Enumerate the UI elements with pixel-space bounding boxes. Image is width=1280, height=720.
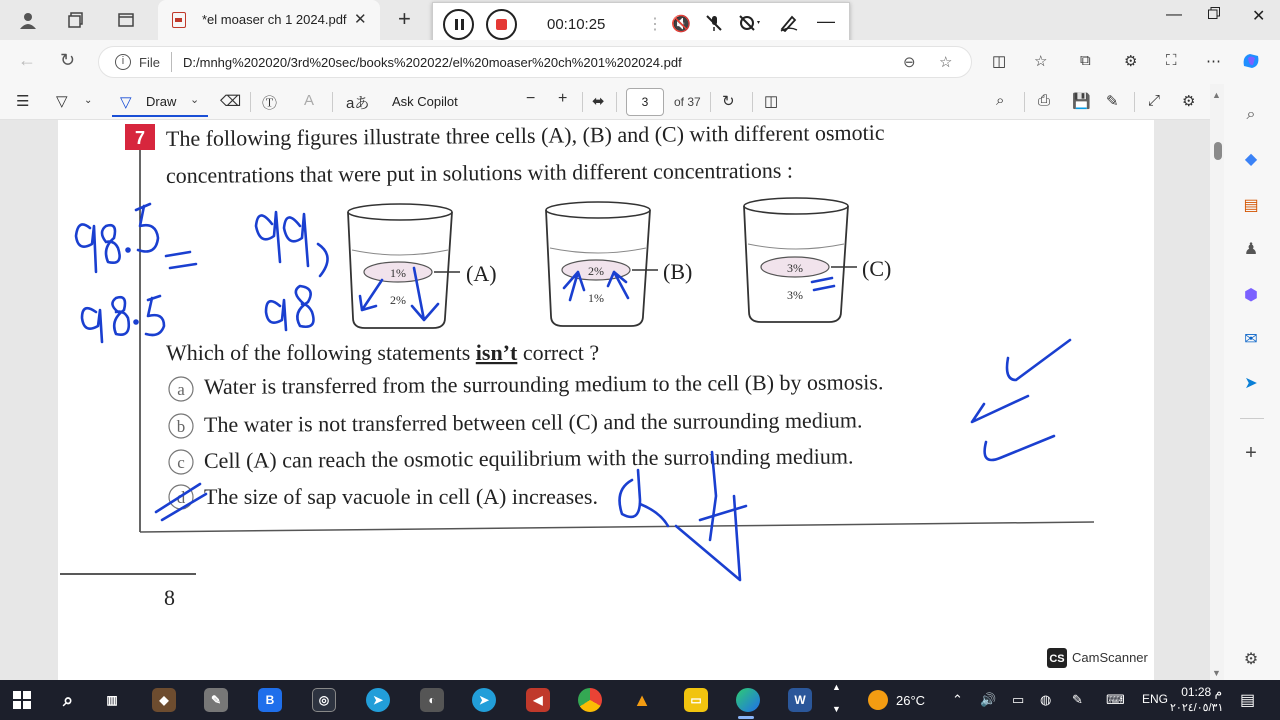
option-a-letter: a bbox=[177, 380, 185, 399]
option-a-text: Water is transferred from the surrounding medium to the cell (B) by osmosis. bbox=[203, 369, 884, 399]
ink-digit bbox=[146, 296, 164, 335]
window-minimize-button[interactable]: — bbox=[1166, 6, 1182, 23]
question-number: 7 bbox=[134, 128, 146, 148]
page-content bbox=[58, 120, 1154, 680]
zoom-icon[interactable]: ⊖ bbox=[903, 54, 916, 71]
vlc-icon[interactable]: ▲ bbox=[633, 689, 651, 710]
sidebar-search-icon[interactable]: ⌕ bbox=[1246, 106, 1256, 123]
ink-digit bbox=[102, 225, 120, 263]
option-c[interactable] bbox=[169, 443, 853, 474]
question-border-bottom bbox=[140, 522, 1094, 532]
ink-digit bbox=[266, 300, 286, 330]
taskbar-scroll-down-icon[interactable]: ▼ bbox=[832, 704, 841, 714]
tools-icon[interactable]: ▤ bbox=[1243, 197, 1259, 214]
outlook-icon[interactable]: ✉ bbox=[1244, 331, 1258, 348]
beaker-a-solution-concentration: 2% bbox=[390, 293, 406, 307]
profile-icon[interactable] bbox=[16, 8, 40, 32]
zoom-in-button[interactable]: + bbox=[558, 90, 568, 107]
ink-digit bbox=[112, 297, 128, 334]
question-intro-line-1: The following figures illustrate three cells (A), (B) and (C) with different osmotic bbox=[165, 120, 885, 151]
vertical-scrollbar[interactable] bbox=[1210, 90, 1224, 680]
stop-recording-button[interactable] bbox=[486, 9, 517, 40]
toolbar-divider bbox=[1134, 92, 1135, 112]
active-app-indicator bbox=[738, 716, 754, 719]
rotate-icon[interactable]: ↻ bbox=[722, 93, 735, 110]
shopping-tag-icon[interactable]: ◆ bbox=[1244, 151, 1258, 168]
beaker-c-label: (C) bbox=[862, 256, 892, 281]
ink-digit bbox=[256, 212, 280, 262]
people-icon[interactable]: ♟ bbox=[1243, 241, 1259, 258]
tab-pdf[interactable] bbox=[158, 0, 380, 40]
zoom-out-button[interactable]: − bbox=[526, 90, 536, 107]
taskbar-search-icon[interactable]: ⌕ bbox=[62, 689, 74, 710]
notification-center-icon[interactable]: ▤ bbox=[1240, 692, 1256, 709]
ink-arrow bbox=[360, 280, 382, 310]
ink-stroke bbox=[700, 506, 746, 520]
page-number: 8 bbox=[164, 585, 175, 610]
toolbar-divider bbox=[582, 92, 583, 112]
address-bar[interactable] bbox=[98, 46, 972, 78]
ink-digit bbox=[284, 214, 308, 266]
app-icon-mouse[interactable]: ◐ bbox=[420, 688, 444, 712]
draw-active-indicator bbox=[112, 115, 208, 117]
beaker-a-cell-concentration: 1% bbox=[390, 266, 406, 280]
pdf-page bbox=[58, 120, 1154, 680]
refresh-icon[interactable]: ↻ bbox=[60, 50, 76, 70]
ink-checkmark bbox=[985, 436, 1054, 460]
fullscreen-icon[interactable]: ⤢ bbox=[1148, 92, 1161, 109]
window-restore-button[interactable] bbox=[1208, 6, 1220, 24]
option-d-text: The size of sap vacuole in cell (A) increases. bbox=[204, 484, 598, 509]
question-intro-line-2: concentrations that were put in solutions with different concentrations : bbox=[165, 157, 794, 188]
pdf-settings-icon[interactable]: ⚙ bbox=[1182, 93, 1196, 110]
app-icon-b[interactable]: B bbox=[258, 688, 282, 712]
ink-digit bbox=[138, 206, 158, 252]
save-icon[interactable]: 💾 bbox=[1072, 93, 1091, 110]
hidden-icons-chevron-icon[interactable]: ⌃ bbox=[952, 692, 963, 707]
contents-icon[interactable]: ☰ bbox=[16, 93, 30, 110]
edge-icon[interactable] bbox=[736, 688, 760, 712]
clock-date[interactable]: ٢٠٢٤/٠٥/٣١ bbox=[1170, 702, 1224, 714]
ink-digit bbox=[296, 286, 314, 327]
option-c-text: Cell (A) can reach the osmotic equilibrium with the surrounding medium. bbox=[203, 443, 854, 473]
back-arrow-icon[interactable]: ← bbox=[18, 50, 36, 70]
task-view-icon[interactable]: ▥ bbox=[106, 693, 118, 707]
send-icon[interactable]: ➤ bbox=[1244, 375, 1258, 392]
toolbar-divider bbox=[616, 92, 617, 112]
page-count: of 37 bbox=[674, 95, 701, 109]
scroll-down-icon[interactable]: ▼ bbox=[1212, 668, 1221, 678]
file-explorer-icon[interactable]: ▭ bbox=[684, 688, 708, 712]
pdf-file-icon bbox=[172, 12, 186, 28]
ink-checkmark bbox=[1007, 340, 1070, 380]
highlight-icon[interactable]: ▽ bbox=[56, 93, 68, 110]
camscanner-watermark bbox=[1047, 648, 1149, 668]
text-box-icon[interactable]: Ⓣ bbox=[262, 95, 278, 112]
ink-equals bbox=[166, 252, 196, 268]
draw-button[interactable] bbox=[108, 87, 212, 117]
ink-dot bbox=[127, 249, 130, 252]
draw-label: Draw bbox=[146, 94, 177, 109]
workspaces-icon[interactable] bbox=[64, 8, 88, 32]
sidebar-settings-icon[interactable]: ⚙ bbox=[1243, 651, 1259, 668]
beaker-c bbox=[744, 198, 891, 322]
recording-timer: 00:10:25 bbox=[547, 16, 606, 33]
ink-stroke bbox=[676, 496, 740, 580]
favorites-icon[interactable]: ☆ bbox=[1034, 53, 1048, 70]
ask-copilot-button[interactable]: Ask Copilot bbox=[392, 94, 458, 109]
read-aloud-icon[interactable]: aあ bbox=[346, 95, 370, 112]
question-emphasis: isn’t bbox=[475, 340, 518, 365]
tab-actions-icon[interactable] bbox=[114, 8, 138, 32]
option-c-letter: c bbox=[177, 453, 185, 472]
camscanner-label: CamScanner bbox=[1072, 650, 1148, 665]
speaker-muted-icon[interactable]: 🔇 bbox=[671, 16, 691, 33]
clock-time[interactable]: 01:28 م bbox=[1181, 685, 1222, 699]
beaker-a-label: (A) bbox=[466, 261, 497, 286]
chrome-icon[interactable] bbox=[578, 688, 602, 712]
more-menu-icon[interactable]: ⋯ bbox=[1206, 53, 1221, 70]
windows-taskbar bbox=[0, 680, 1280, 720]
app-icon-red[interactable]: ◀ bbox=[526, 688, 550, 712]
battery-icon[interactable]: ▭ bbox=[1012, 692, 1025, 707]
option-d[interactable] bbox=[169, 484, 598, 509]
sidebar-divider bbox=[1240, 418, 1264, 419]
extensions-icon[interactable]: ⚙ bbox=[1124, 53, 1138, 70]
question-stem: Which of the following statements isn’t correct ? bbox=[166, 340, 600, 365]
new-tab-button[interactable]: + bbox=[398, 6, 411, 31]
save-as-icon[interactable]: ✎ bbox=[1106, 93, 1119, 110]
page-number-input[interactable]: 3 bbox=[626, 88, 664, 116]
ink-digit bbox=[76, 224, 96, 272]
drag-handle-icon[interactable]: ⋮ bbox=[647, 16, 663, 33]
weather-icon[interactable] bbox=[868, 690, 888, 710]
option-b-letter: b bbox=[176, 417, 186, 436]
office-icon[interactable]: ⬢ bbox=[1244, 287, 1258, 304]
beaker-c-solution-concentration: 3% bbox=[787, 288, 803, 302]
tab-title: *el moaser ch 1 2024.pdf bbox=[202, 12, 347, 27]
toolbar-divider bbox=[710, 92, 711, 112]
pause-recording-button[interactable] bbox=[443, 9, 474, 40]
option-b-text: The water is not transferred between cell (C) and the surrounding medium. bbox=[203, 407, 863, 437]
toolbar-divider bbox=[752, 92, 753, 112]
collections-icon[interactable]: ⧉ bbox=[1080, 52, 1091, 69]
favorite-star-icon[interactable]: ☆ bbox=[939, 54, 953, 71]
draw-options-chevron-icon[interactable]: ⌄ bbox=[190, 94, 200, 106]
toolbar-divider bbox=[1024, 92, 1025, 112]
edge-sidebar bbox=[1224, 40, 1280, 680]
scrollbar-thumb[interactable] bbox=[1214, 142, 1222, 160]
scroll-up-icon[interactable]: ▲ bbox=[1212, 90, 1221, 100]
copilot-icon[interactable] bbox=[1240, 50, 1262, 72]
start-windows-icon[interactable] bbox=[10, 688, 34, 712]
option-b[interactable] bbox=[169, 407, 863, 438]
url-divider bbox=[171, 52, 172, 72]
beaker-b bbox=[546, 202, 692, 326]
page-view-icon[interactable]: ◫ bbox=[764, 93, 779, 110]
network-icon[interactable]: ◍ bbox=[1040, 692, 1052, 707]
ink-dot bbox=[135, 321, 138, 324]
text-size-icon[interactable]: A bbox=[304, 92, 315, 109]
window-close-button[interactable]: ✕ bbox=[1252, 8, 1266, 25]
language-indicator[interactable]: ENG bbox=[1142, 692, 1169, 706]
app-icon-1[interactable]: ◆ bbox=[152, 688, 176, 712]
mic-muted-icon[interactable] bbox=[705, 14, 723, 37]
search-icon[interactable]: ⌕ bbox=[996, 92, 1005, 109]
ink-bracket bbox=[318, 244, 328, 276]
add-sidebar-app-icon[interactable]: + bbox=[1245, 441, 1257, 464]
ink-stroke bbox=[640, 504, 668, 526]
app-icon-film[interactable]: ◎ bbox=[312, 688, 336, 712]
taskbar-scroll-up-icon[interactable]: ▲ bbox=[832, 682, 841, 692]
volume-icon[interactable]: 🔊 bbox=[980, 692, 997, 707]
ink-digit bbox=[82, 308, 102, 342]
pdf-viewport[interactable] bbox=[0, 120, 1210, 680]
ink-equals bbox=[812, 278, 834, 290]
ink-checkmark bbox=[972, 396, 1028, 422]
info-icon[interactable]: i bbox=[115, 54, 131, 70]
close-tab-icon[interactable]: ✕ bbox=[354, 11, 367, 28]
draw-pen-icon: ▽ bbox=[120, 94, 132, 111]
toolbar-divider bbox=[332, 92, 333, 112]
telegram-desktop-icon[interactable]: ➤ bbox=[472, 688, 496, 712]
beaker-b-label: (B) bbox=[663, 259, 693, 284]
address-bar-row bbox=[0, 40, 1280, 84]
option-a[interactable] bbox=[169, 369, 883, 401]
option-d-letter: d bbox=[176, 488, 186, 507]
weather-temperature[interactable]: 26°C bbox=[896, 693, 926, 708]
pen-icon[interactable]: ✎ bbox=[1072, 692, 1083, 707]
annotate-pen-icon[interactable] bbox=[779, 14, 799, 37]
webcam-off-icon[interactable] bbox=[739, 14, 763, 37]
highlight-options-chevron-icon[interactable]: ⌄ bbox=[84, 95, 93, 106]
beaker-b-cell-concentration: 2% bbox=[588, 264, 604, 278]
minimize-recorder-button[interactable]: — bbox=[817, 11, 835, 31]
telegram-icon[interactable]: ➤ bbox=[366, 688, 390, 712]
toolbar-divider bbox=[250, 92, 251, 112]
beaker-c-cell-concentration: 3% bbox=[787, 261, 803, 275]
word-icon[interactable]: W bbox=[788, 688, 812, 712]
camscanner-badge: CS bbox=[1049, 653, 1065, 665]
app-icon-paint[interactable]: ✎ bbox=[204, 688, 228, 712]
url-scheme-label: File bbox=[139, 55, 160, 70]
ink-digit bbox=[620, 470, 640, 517]
beaker-b-solution-concentration: 1% bbox=[588, 291, 604, 305]
keyboard-icon[interactable]: ⌨ bbox=[1106, 692, 1125, 707]
url-text[interactable]: D:/mnhg%202020/3rd%20sec/books%202022/el%20moaser%20ch%201%202024.pdf bbox=[183, 55, 682, 70]
print-icon[interactable]: ⎙ bbox=[1038, 92, 1051, 109]
fit-to-page-icon[interactable]: ⬌ bbox=[592, 93, 605, 110]
split-screen-icon[interactable]: ◫ bbox=[992, 53, 1007, 70]
pdf-toolbar bbox=[0, 84, 1210, 120]
eraser-icon[interactable]: ⌫ bbox=[220, 93, 242, 110]
tab-bar bbox=[0, 0, 1280, 40]
screenshot-icon[interactable]: ⛶ bbox=[1166, 52, 1177, 69]
